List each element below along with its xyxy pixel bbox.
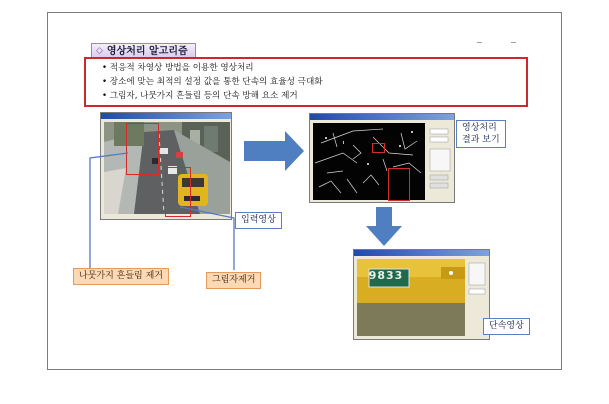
result-label-line2: 결과 보기 [462,135,500,145]
branch-removal-label: 나뭇가지 흔들림 제거 [73,268,169,285]
right-arrow-icon [244,131,304,171]
down-arrow-icon [366,207,402,246]
enforcement-video-label: 단속영상 [483,318,530,335]
bullet-item: • 적응적 차영상 방법을 이용한 영상처리 [102,63,254,73]
plate-number: 9833 [368,269,404,282]
result-view-label [456,120,506,148]
diamond-icon: ◇ [96,46,103,56]
bullet-item: • 그림자, 나뭇가지 흔들림 등의 단속 방해 요소 제거 [102,91,298,101]
section-title: 영상처리 알고리즘 [106,46,188,57]
input-video-label: 입력영상 [235,212,282,229]
bullet-item: • 장소에 맞는 최적의 설정 값을 통한 단속의 효율성 극대화 [102,77,323,87]
result-label-line1: 영상처리 [462,123,497,133]
shadow-removal-label: 그림자제거 [206,272,261,289]
